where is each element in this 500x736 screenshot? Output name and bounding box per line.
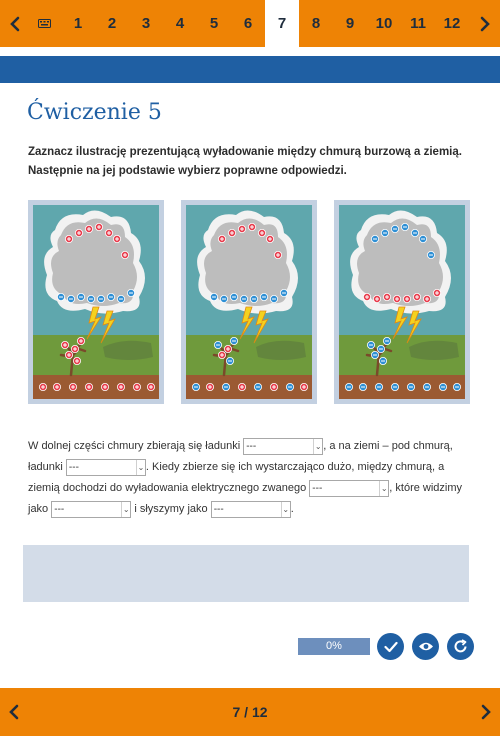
- select-seen-as[interactable]: --- ⌄: [51, 501, 131, 518]
- cloud-top-charge: [95, 223, 102, 230]
- cloud-top-charge: [427, 251, 434, 258]
- sentence-part-2: , a na ziemi – pod chmurą,: [323, 440, 453, 452]
- chevron-right-icon: [480, 16, 490, 32]
- tree-charge: [377, 345, 384, 352]
- page-tab-4[interactable]: 4: [175, 15, 185, 32]
- cloud-bottom-charge: [403, 295, 410, 302]
- cloud-bottom-charge: [107, 293, 114, 300]
- cloud-bottom-charge: [77, 293, 84, 300]
- ground-charge: [345, 383, 352, 390]
- tree-charge: [383, 337, 390, 344]
- chevron-left-icon: [10, 16, 20, 32]
- cloud-bottom-charge: [270, 295, 277, 302]
- instruction-line-1: Zaznacz ilustrację prezentującą wyładowanie między chmurą burzową a ziemią.: [28, 146, 462, 158]
- page-tab-3[interactable]: 3: [141, 15, 151, 32]
- cloud-bottom-charge: [67, 295, 74, 302]
- page-tab-2[interactable]: 2: [107, 15, 117, 32]
- page-tab-1[interactable]: 1: [73, 15, 83, 32]
- cloud-bottom-charge: [230, 293, 237, 300]
- ground-charge: [39, 383, 46, 390]
- page-tab-5[interactable]: 5: [209, 15, 219, 32]
- select-ground-charge[interactable]: --- ⌄: [66, 459, 146, 476]
- cloud-top-charge: [85, 225, 92, 232]
- ground-charge: [69, 383, 76, 390]
- sentence-part-8: i słyszymy jako: [134, 503, 208, 515]
- show-answer-button[interactable]: [412, 633, 439, 660]
- sentence-part-1: W dolnej części chmury zbierają się ładunki: [28, 440, 241, 452]
- ground-charge: [206, 383, 213, 390]
- chevron-down-icon: ⌄: [379, 481, 388, 496]
- cloud-bottom-charge: [393, 295, 400, 302]
- ground-charge: [407, 383, 414, 390]
- ground-charge: [101, 383, 108, 390]
- ground-charge: [147, 383, 154, 390]
- reset-button[interactable]: [447, 633, 474, 660]
- next-button[interactable]: [480, 704, 492, 725]
- ground-charge: [222, 383, 229, 390]
- page-tab-7[interactable]: 7: [265, 0, 299, 47]
- cloud-top-charge: [248, 223, 255, 230]
- cloud-top-charge: [258, 229, 265, 236]
- ground-charge: [300, 383, 307, 390]
- keyboard-button[interactable]: [32, 0, 56, 47]
- tree-charge: [224, 345, 231, 352]
- cloud-top-charge: [121, 251, 128, 258]
- cloud-bottom-charge: [413, 293, 420, 300]
- tree-charge: [71, 345, 78, 352]
- cloud-bottom-charge: [260, 293, 267, 300]
- tree-charge: [61, 341, 68, 348]
- cloud-bottom-charge: [127, 289, 134, 296]
- tree-charge: [367, 341, 374, 348]
- ground-charge: [439, 383, 446, 390]
- keyboard-icon: [38, 19, 51, 28]
- page-tab-12[interactable]: 12: [443, 15, 461, 32]
- page-tab-6[interactable]: 6: [243, 15, 253, 32]
- refresh-icon: [453, 639, 468, 654]
- top-navigation: [0, 0, 500, 47]
- cloud-top-charge: [266, 235, 273, 242]
- cloud-bottom-charge: [117, 295, 124, 302]
- cloud-top-charge: [401, 223, 408, 230]
- exercise-instructions: [28, 143, 478, 181]
- cloud-bottom-charge: [240, 295, 247, 302]
- header-bar: [0, 56, 500, 83]
- ground-charge: [286, 383, 293, 390]
- cloud-top-charge: [419, 235, 426, 242]
- select-discharge-name[interactable]: --- ⌄: [309, 480, 389, 497]
- cloud-bottom-charge: [57, 293, 64, 300]
- tree-charge: [379, 357, 386, 364]
- tree-charge: [73, 357, 80, 364]
- chevron-down-icon: ⌄: [121, 502, 130, 517]
- page-tab-10[interactable]: 10: [375, 15, 393, 32]
- tree-charge: [77, 337, 84, 344]
- chevron-down-icon: ⌄: [281, 502, 290, 517]
- cloud-bottom-charge: [87, 295, 94, 302]
- cloud-bottom-charge: [97, 295, 104, 302]
- page-tab-9[interactable]: 9: [345, 15, 355, 32]
- chevron-down-icon: ⌄: [136, 460, 145, 475]
- cloud-top-charge: [75, 229, 82, 236]
- cloud-bottom-charge: [423, 295, 430, 302]
- tree-charge: [65, 351, 72, 358]
- sentence-part-9: .: [290, 503, 294, 515]
- instruction-line-2: Następnie na jej podstawie wybierz poprawne odpowiedzi.: [28, 165, 347, 177]
- cloud-top-charge: [65, 235, 72, 242]
- tree-charge: [226, 357, 233, 364]
- illustration-option-3[interactable]: [334, 200, 470, 404]
- cloud-bottom-charge: [433, 289, 440, 296]
- ground-charge: [117, 383, 124, 390]
- tree-charge: [230, 337, 237, 344]
- select-heard-as[interactable]: --- ⌄: [211, 501, 291, 518]
- tree-charge: [214, 341, 221, 348]
- sentence-part-7: jako: [28, 503, 49, 515]
- bottom-navigation: [0, 688, 500, 736]
- chevron-down-icon: ⌄: [313, 439, 322, 454]
- fill-in-sentence: [28, 436, 478, 520]
- sentence-part-6: , które widzimy: [389, 482, 463, 494]
- cloud-top-charge: [218, 235, 225, 242]
- select-cloud-charge[interactable]: --- ⌄: [243, 438, 323, 455]
- ground-charge: [391, 383, 398, 390]
- cloud-top-charge: [391, 225, 398, 232]
- cloud-bottom-charge: [220, 295, 227, 302]
- illustration-option-2[interactable]: [181, 200, 317, 404]
- ground-charge: [423, 383, 430, 390]
- ground-charge: [192, 383, 199, 390]
- cloud-bottom-charge: [280, 289, 287, 296]
- tree-charge: [371, 351, 378, 358]
- prev-button[interactable]: [8, 704, 20, 725]
- next-page-button[interactable]: [474, 0, 496, 47]
- chevron-left-icon: [8, 704, 20, 720]
- cloud-top-charge: [105, 229, 112, 236]
- cloud-bottom-charge: [363, 293, 370, 300]
- illustration-option-1[interactable]: [28, 200, 164, 404]
- cloud-bottom-charge: [250, 295, 257, 302]
- page-counter: 7 / 12: [232, 704, 268, 720]
- prev-page-button[interactable]: [4, 0, 26, 47]
- ground-charge: [254, 383, 261, 390]
- check-icon: [384, 641, 398, 653]
- page-tab-8[interactable]: 8: [311, 15, 321, 32]
- sentence-part-5: ziemią dochodzi do wyładowania elektrycznego zwanego: [28, 482, 307, 494]
- ground-charge: [359, 383, 366, 390]
- cloud-top-charge: [238, 225, 245, 232]
- ground-charge: [375, 383, 382, 390]
- check-button[interactable]: [377, 633, 404, 660]
- sentence-part-4: . Kiedy zbierze się ich wystarczająco dużo, między chmurą, a: [145, 461, 445, 473]
- cloud-top-charge: [371, 235, 378, 242]
- cloud-top-charge: [381, 229, 388, 236]
- feedback-panel: [23, 545, 469, 602]
- ground-charge: [238, 383, 245, 390]
- cloud-bottom-charge: [210, 293, 217, 300]
- tree-charge: [218, 351, 225, 358]
- ground-charge: [133, 383, 140, 390]
- cloud-top-charge: [228, 229, 235, 236]
- cloud-top-charge: [113, 235, 120, 242]
- page-tab-11[interactable]: 11: [410, 15, 426, 32]
- exercise-title: Ćwiczenie 5: [27, 100, 162, 125]
- cloud-bottom-charge: [383, 293, 390, 300]
- progress-indicator: 0%: [298, 638, 370, 655]
- ground-charge: [270, 383, 277, 390]
- ground-charge: [85, 383, 92, 390]
- chevron-right-icon: [480, 704, 492, 720]
- ground-charge: [53, 383, 60, 390]
- sentence-part-3: ładunki: [28, 461, 63, 473]
- eye-icon: [418, 641, 434, 652]
- ground-charge: [453, 383, 460, 390]
- cloud-top-charge: [411, 229, 418, 236]
- cloud-top-charge: [274, 251, 281, 258]
- cloud-bottom-charge: [373, 295, 380, 302]
